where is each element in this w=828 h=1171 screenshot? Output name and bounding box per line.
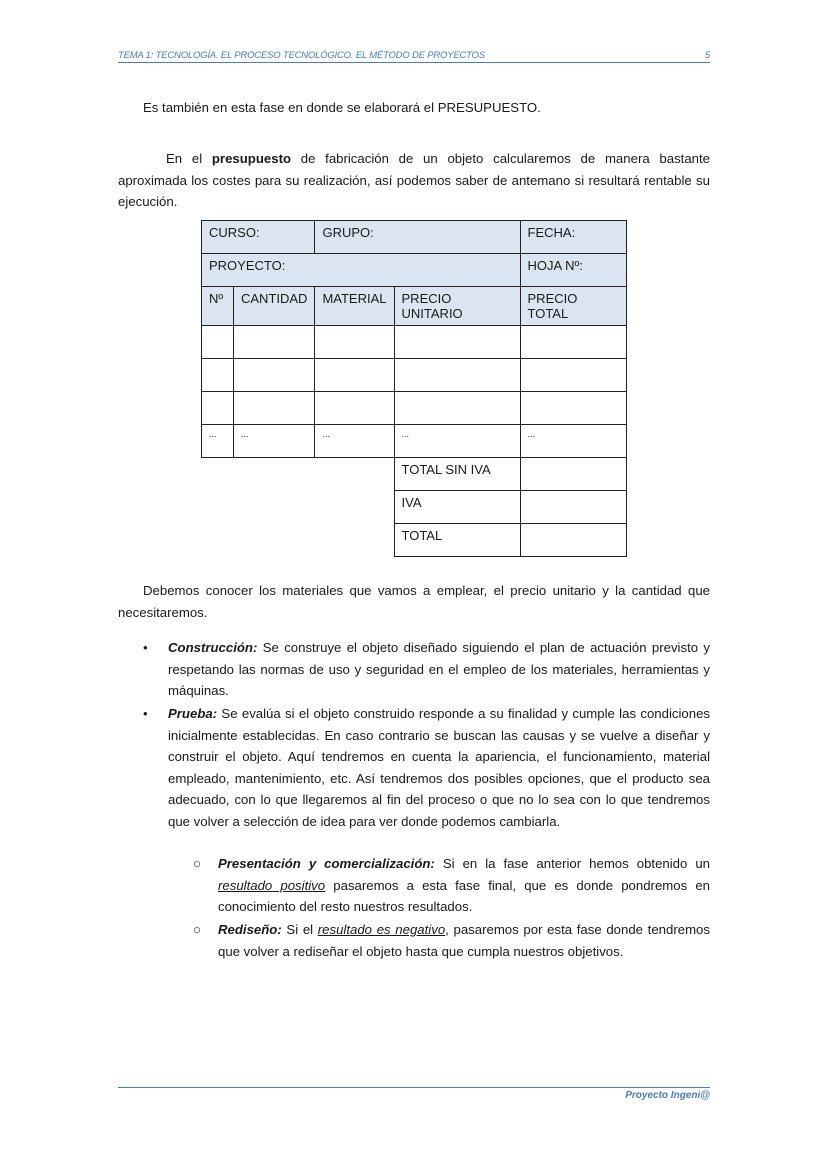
header-title: TEMA 1: TECNOLOGÍA. EL PROCESO TECNOLÓGICO. EL MÉTODO DE PROYECTOS: [118, 50, 485, 61]
table-row: [202, 359, 627, 392]
table-cell: [202, 359, 234, 392]
iva-value: [520, 491, 626, 524]
table-cell: [315, 359, 394, 392]
column-header: CANTIDAD: [234, 287, 315, 326]
ellipsis-cell: ...: [394, 425, 520, 458]
column-header: PRECIO UNITARIO: [394, 287, 520, 326]
intro-paragraph: Es también en esta fase en donde se elaborará el PRESUPUESTO.: [143, 100, 541, 115]
iva-label: IVA: [394, 491, 520, 524]
total-sin-iva-value: [520, 458, 626, 491]
table-cell: [234, 326, 315, 359]
column-header: PRECIO TOTAL: [520, 287, 626, 326]
table-cell: [520, 359, 626, 392]
table-cell: [315, 326, 394, 359]
page-header: [118, 50, 710, 63]
total-value: [520, 524, 626, 557]
footer-text: Proyecto Ingeni@: [625, 1090, 710, 1101]
ellipsis-cell: ...: [234, 425, 315, 458]
hoja-cell: HOJA Nº:: [520, 254, 626, 287]
bullet-icon: •: [143, 640, 148, 655]
curso-cell: CURSO:: [202, 221, 315, 254]
footer-divider: [118, 1087, 710, 1088]
table-row: [202, 326, 627, 359]
table-row: [202, 425, 627, 458]
column-header-row: [202, 287, 627, 326]
column-header: Nº: [202, 287, 234, 326]
table-row: [202, 524, 627, 557]
table-cell: [394, 392, 520, 425]
ellipsis-cell: ...: [202, 425, 234, 458]
table-cell: [234, 392, 315, 425]
table-row: [202, 458, 627, 491]
page-number: 5: [704, 50, 710, 61]
grupo-cell: GRUPO:: [315, 221, 520, 254]
ellipsis-cell: ...: [520, 425, 626, 458]
presupuesto-paragraph: En el presupuesto de fabricación de un objeto calcularemos de manera bastante aproximada los costes para su realización, así podemos saber de antemano si resultará rentable su ejecución.: [118, 151, 710, 209]
fecha-cell: FECHA:: [520, 221, 626, 254]
table-cell: [394, 326, 520, 359]
total-sin-iva-label: TOTAL SIN IVA: [394, 458, 520, 491]
total-label: TOTAL: [394, 524, 520, 557]
table-cell: [520, 326, 626, 359]
bullet-icon: •: [143, 706, 148, 721]
presupuesto-term: presupuesto: [211, 151, 292, 166]
table-cell: [520, 392, 626, 425]
table-cell: [315, 392, 394, 425]
table-row: [202, 254, 627, 287]
column-header: MATERIAL: [315, 287, 394, 326]
table-row: [202, 491, 627, 524]
table-cell: [202, 326, 234, 359]
circle-bullet-icon: ○: [193, 922, 201, 937]
table-cell: [202, 392, 234, 425]
table-row: [202, 221, 627, 254]
table-cell: [394, 359, 520, 392]
table-cell: [234, 359, 315, 392]
materials-paragraph: Debemos conocer los materiales que vamos a emplear, el precio unitario y la cantidad que necesitaremos.: [118, 583, 710, 620]
circle-bullet-icon: ○: [193, 856, 201, 871]
table-row: [202, 392, 627, 425]
ellipsis-cell: ...: [315, 425, 394, 458]
budget-table: [201, 220, 627, 557]
proyecto-cell: PROYECTO:: [202, 254, 521, 287]
